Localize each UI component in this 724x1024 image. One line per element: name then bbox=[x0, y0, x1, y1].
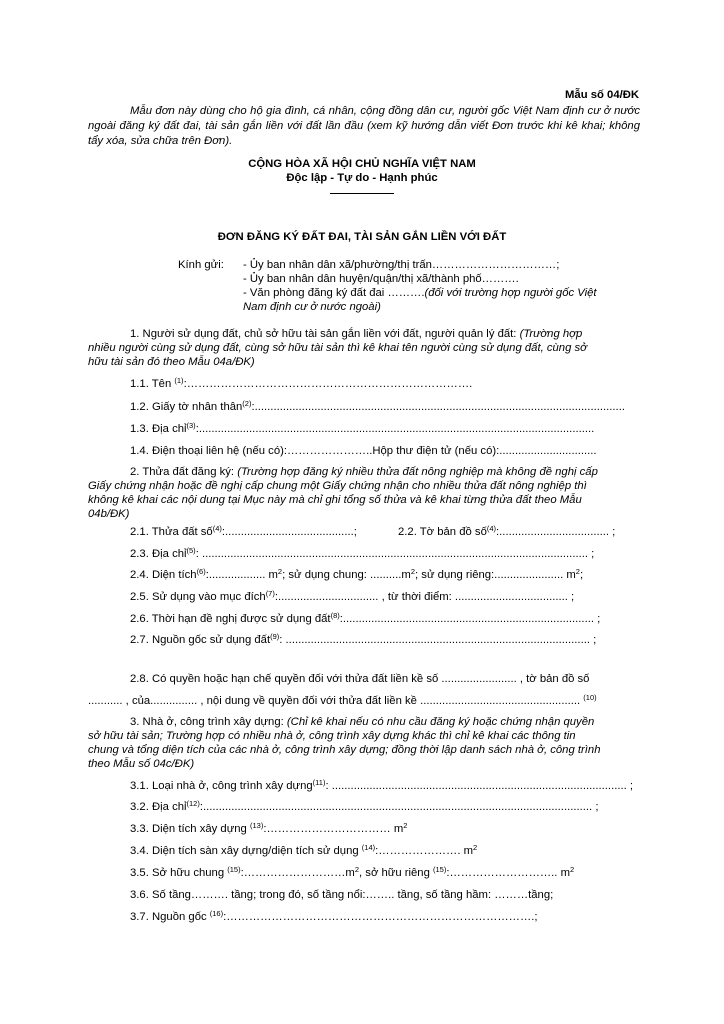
field-2-4-area-dots: :.................. m bbox=[205, 569, 278, 581]
section2-note-line-4: 04b/ĐK) bbox=[88, 508, 130, 520]
field-3-7-dots: :……………………………………………………………………….; bbox=[223, 911, 538, 923]
footnote-ref: (10) bbox=[583, 693, 597, 702]
field-2-2-dots: :................................... ; bbox=[496, 526, 616, 538]
recipient-line-3-text: - Văn phòng đăng ký đất đai ………. bbox=[243, 287, 425, 299]
recipient-label: Kính gửi: bbox=[178, 259, 224, 271]
field-1-1-label: 1.1. Tên bbox=[130, 378, 172, 390]
section2-heading-text: 2. Thửa đất đăng ký: bbox=[130, 466, 235, 478]
footnote-ref: (12) bbox=[186, 799, 200, 808]
field-3-5-common-dots: :………………………m bbox=[240, 867, 355, 879]
field-3-1-building-type[interactable] bbox=[130, 779, 633, 794]
recipient-line-2: - Ủy ban nhân dân huyện/quận/thị xã/thành phố………. bbox=[243, 273, 519, 285]
field-2-3-label: 2.3. Địa chỉ bbox=[130, 548, 187, 560]
section2-heading-note: (Trường hợp đăng ký nhiều thửa đất nông nghiệp mà không đề nghị cấp bbox=[237, 466, 598, 478]
field-3-7-label: 3.7. Nguồn gốc bbox=[130, 911, 207, 923]
recipient-line-4: Nam định cư ở nước ngoài) bbox=[243, 301, 381, 313]
field-2-4-end: ; bbox=[579, 569, 584, 581]
field-3-5-private-label: , sở hữu riêng bbox=[359, 867, 430, 879]
field-2-6-dots: :................................................................................ ; bbox=[339, 613, 601, 625]
field-2-2-map-sheet[interactable] bbox=[398, 525, 615, 540]
section1-heading-text: 1. Người sử dụng đất, chủ sở hữu tài sản gắn liền với đất, người quản lý đất: bbox=[130, 328, 517, 340]
field-2-4-area[interactable] bbox=[130, 568, 583, 583]
field-1-3-address[interactable] bbox=[130, 422, 594, 437]
field-2-5-purpose[interactable] bbox=[130, 590, 574, 605]
field-2-1-parcel-number[interactable] bbox=[130, 525, 357, 540]
intro-note: Mẫu đơn này dùng cho hộ gia đình, cá nhân, cộng đồng dân cư, người gốc Việt Nam định cư ở nước ngoài đăng ký đất đai, tài sản gắn liền với đất lần đầu (xem kỹ hướng dẫn viết Đơn trước khi kê khai; không tẩy xóa, sửa chữa trên Đơn). bbox=[88, 105, 640, 147]
field-3-4-dots: :…………………. m bbox=[375, 845, 474, 857]
section3-note-line-3: chung và tổng diện tích của các nhà ở, công trình xây dựng; đồng thời lập danh sách nhà ở, công trình bbox=[88, 744, 601, 756]
field-2-8-adjacent-rights[interactable]: 2.8. Có quyền hoặc hạn chế quyền đối với thửa đất liền kề số ........................ , tờ bản đồ số bbox=[130, 673, 590, 685]
field-3-4-floor-area[interactable] bbox=[130, 844, 477, 859]
footnote-ref: (15) bbox=[433, 865, 447, 874]
section3-note-line-2: sở hữu tài sản; Trường hợp có nhiều nhà ở, công trình xây dựng khác thì chỉ kê khai các thông tin bbox=[88, 730, 576, 742]
field-1-4-contact[interactable]: 1.4. Điện thoại liên hệ (nếu có):…………………..Hộp thư điện tử (nếu có):............................... bbox=[130, 445, 597, 457]
footnote-ref: (15) bbox=[227, 865, 241, 874]
footnote-ref: (2) bbox=[242, 399, 252, 408]
unit-squared: 2 bbox=[403, 821, 408, 830]
field-2-6-label: 2.6. Thời hạn đề nghị được sử dụng đất bbox=[130, 613, 331, 625]
field-2-7-origin[interactable] bbox=[130, 633, 596, 648]
unit-squared: 2 bbox=[473, 843, 478, 852]
field-3-2-dots: :............................................................................................................................ ; bbox=[199, 801, 599, 813]
field-2-4-label: 2.4. Diện tích bbox=[130, 569, 197, 581]
footnote-ref: (8) bbox=[330, 611, 340, 620]
field-1-2-dots: :...................................................................................................................... bbox=[251, 401, 625, 413]
unit-squared: 2 bbox=[354, 865, 360, 874]
unit-squared: 2 bbox=[570, 865, 575, 874]
section1-heading-note: (Trường hợp bbox=[519, 328, 583, 340]
footnote-ref: (13) bbox=[249, 821, 264, 830]
field-2-4-common-use: ; sử dụng chung: ..........m bbox=[282, 569, 411, 581]
footnote-ref: (4) bbox=[212, 524, 222, 533]
recipient-line-1: - Ủy ban nhân dân xã/phường/thị trấn……………………………; bbox=[243, 259, 560, 271]
field-3-7-origin[interactable] bbox=[130, 910, 538, 925]
field-3-5-ownership[interactable] bbox=[130, 866, 574, 881]
field-1-1-name[interactable] bbox=[130, 377, 472, 392]
section3-heading-text: 3. Nhà ở, công trình xây dựng: bbox=[130, 716, 284, 728]
footnote-ref: (6) bbox=[196, 567, 206, 576]
field-1-2-id-document[interactable] bbox=[130, 400, 625, 415]
field-2-4-private-use: ; sử dụng riêng:...................... m bbox=[415, 569, 576, 581]
section1-note-line-3: hữu tài sản đó theo Mẫu 04a/ĐK) bbox=[88, 356, 255, 368]
field-2-5-dots: :................................ , từ thời điểm: .................................... ; bbox=[274, 591, 575, 603]
unit-squared: 2 bbox=[575, 567, 580, 576]
footnote-ref: (16) bbox=[209, 909, 224, 918]
country-name: CỘNG HÒA XÃ HỘI CHỦ NGHĨA VIỆT NAM bbox=[248, 158, 476, 170]
unit-squared: 2 bbox=[410, 567, 416, 576]
motto: Độc lập - Tự do - Hạnh phúc bbox=[286, 172, 438, 184]
footnote-ref: (11) bbox=[312, 778, 326, 787]
unit-squared: 2 bbox=[277, 567, 283, 576]
footnote-ref: (9) bbox=[270, 632, 280, 641]
section2-note-line-2: Giấy chứng nhận hoặc đề nghị cấp chung một Giấy chứng nhận cho nhiều thửa đất nông nghiệp thì bbox=[88, 480, 587, 492]
field-2-6-term[interactable] bbox=[130, 612, 600, 627]
section3-heading bbox=[130, 715, 594, 730]
field-3-3-construction-area[interactable] bbox=[130, 822, 407, 837]
recipient-line-3 bbox=[243, 286, 597, 301]
motto-underline bbox=[330, 193, 394, 194]
field-1-3-dots: :.............................................................................................................................. bbox=[195, 423, 595, 435]
field-3-2-label: 3.2. Địa chỉ bbox=[130, 801, 187, 813]
field-3-2-address[interactable] bbox=[130, 800, 598, 815]
field-2-7-label: 2.7. Nguồn gốc sử dụng đất bbox=[130, 634, 271, 646]
field-1-3-label: 1.3. Địa chỉ bbox=[130, 423, 187, 435]
field-3-3-dots: :…………………………… m bbox=[263, 823, 404, 835]
field-3-5-private-dots: :……………………….. m bbox=[446, 867, 570, 879]
field-3-4-label: 3.4. Diện tích sàn xây dựng/diện tích sử dụng bbox=[130, 845, 359, 857]
field-2-5-label: 2.5. Sử dụng vào mục đích bbox=[130, 591, 266, 603]
footnote-ref: (7) bbox=[265, 589, 275, 598]
footnote-ref: (1) bbox=[174, 376, 184, 385]
footnote-ref: (4) bbox=[486, 524, 497, 533]
field-2-8-line-2-text: ........... , của............... , nội dung về quyền đối với thửa đất liền kề ................................................... bbox=[88, 695, 581, 707]
section1-heading bbox=[130, 327, 582, 342]
section3-heading-note: (Chỉ kê khai nếu có nhu cầu đăng ký hoặc chứng nhận quyền bbox=[286, 716, 595, 728]
form-number: Mẫu số 04/ĐK bbox=[565, 89, 640, 101]
field-2-3-dots: : ........................................................................................................................... ; bbox=[195, 548, 595, 560]
field-2-2-label: 2.2. Tờ bản đồ số bbox=[398, 526, 487, 538]
field-2-1-label: 2.1. Thửa đất số bbox=[130, 526, 213, 538]
footnote-ref: (5) bbox=[186, 546, 196, 555]
field-1-2-label: 1.2. Giấy tờ nhân thân bbox=[130, 401, 243, 413]
field-1-1-dots: :…………………………………………………………………. bbox=[183, 378, 473, 390]
field-3-6-floors[interactable]: 3.6. Số tầng………. tầng; trong đó, số tầng nổi:…….. tầng, số tầng hầm: ………tầng; bbox=[130, 889, 554, 901]
section2-note-line-3: không kê khai các nội dung tại Mục này mà chỉ ghi tổng số thửa và kê khai từng thửa đất theo Mẫu bbox=[88, 494, 582, 506]
footnote-ref: (14) bbox=[361, 843, 376, 852]
field-3-1-label: 3.1. Loại nhà ở, công trình xây dựng bbox=[130, 780, 313, 792]
section1-note-line-2: nhiều người cùng sử dụng đất, cùng sở hữu tài sản thì kê khai tên người cùng sử dụng đất, cùng sở bbox=[88, 342, 587, 354]
recipient-line-3-note: (đối với trường hợp người gốc Việt bbox=[424, 287, 597, 299]
section2-heading bbox=[130, 465, 598, 480]
field-3-3-label: 3.3. Diện tích xây dựng bbox=[130, 823, 247, 835]
field-3-1-dots: : .............................................................................................. ; bbox=[325, 780, 634, 792]
footnote-ref: (3) bbox=[186, 421, 196, 430]
field-3-5-label: 3.5. Sở hữu chung bbox=[130, 867, 225, 879]
field-2-8-line-2[interactable] bbox=[88, 694, 597, 709]
form-title: ĐƠN ĐĂNG KÝ ĐẤT ĐAI, TÀI SẢN GẮN LIỀN VỚI ĐẤT bbox=[217, 231, 507, 243]
field-2-7-dots: : ................................................................................................. ; bbox=[279, 634, 597, 646]
section3-note-line-4: theo Mẫu số 04c/ĐK) bbox=[88, 758, 195, 770]
field-2-1-dots: :.........................................; bbox=[221, 526, 357, 538]
field-2-3-address[interactable] bbox=[130, 547, 594, 562]
